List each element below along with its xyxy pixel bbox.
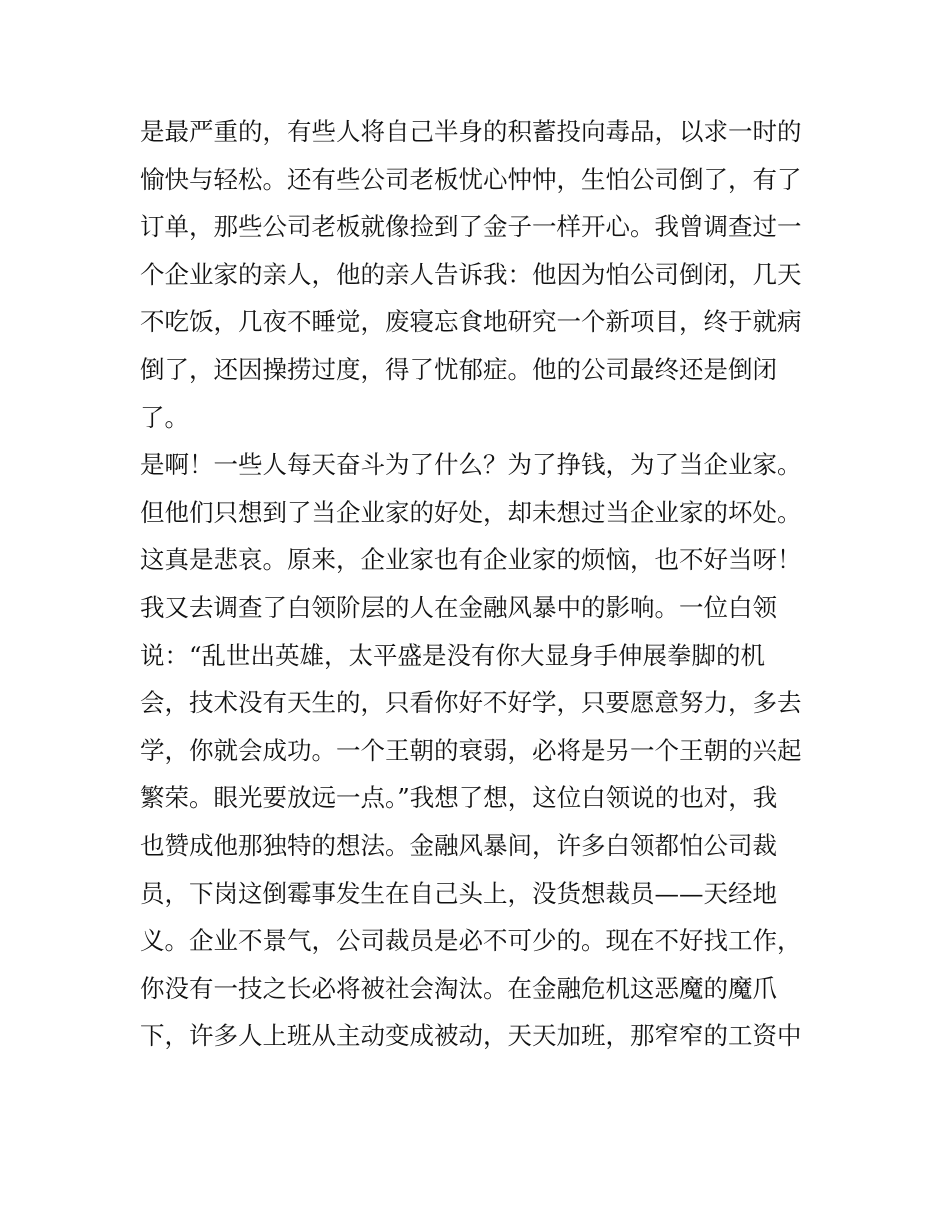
text-line: 个企业家的亲人，他的亲人告诉我：他因为怕公司倒闭，几天: [140, 259, 802, 289]
text-line: 这真是悲哀。原来，企业家也有企业家的烦恼，也不好当呀！: [140, 545, 802, 575]
body-text: [140, 108, 820, 1060]
text-line: 员，下岗这倒霉事发生在自己头上，没货想裁员——天经地: [140, 878, 777, 908]
text-line: 了。: [140, 402, 189, 432]
text-line: 会，技术没有天生的，只看你好不好学，只要愿意努力，多去: [140, 688, 802, 718]
text-line: 倒了，还因操捞过度，得了忧郁症。他的公司最终还是倒闭: [140, 354, 777, 384]
text-line: 说：“乱世出英雄，太平盛是没有你大显身手伸展拳脚的机: [140, 640, 766, 670]
text-line: 你没有一技之长必将被社会淘汰。在金融危机这恶魔的魔爪: [140, 973, 777, 1003]
text-line: 繁荣。眼光要放远一点。”我想了想，这位白领说的也对，我: [140, 783, 778, 813]
text-line: 愉快与轻松。还有些公司老板忧心忡忡，生怕公司倒了，有了: [140, 164, 802, 194]
text-line: 也赞成他那独特的想法。金融风暴间，许多白领都怕公司裁: [140, 830, 777, 860]
text-line: 我又去调查了白领阶层的人在金融风暴中的影响。一位白领: [140, 592, 777, 622]
text-line: 但他们只想到了当企业家的好处，却未想过当企业家的坏处。: [140, 497, 802, 527]
text-line: 学，你就会成功。一个王朝的衰弱，必将是另一个王朝的兴起: [140, 735, 802, 765]
text-line: 是最严重的，有些人将自己半身的积蓄投向毒品，以求一时的: [140, 117, 802, 146]
text-line: 是啊！一些人每天奋斗为了什么？为了挣钱，为了当企业家。: [140, 450, 802, 480]
text-line: 义。企业不景气，公司裁员是必不可少的。现在不好找工作，: [140, 926, 802, 956]
text-line: 不吃饭，几夜不睡觉，废寝忘食地研究一个新项目，终于就病: [140, 307, 802, 337]
text-line: 订单，那些公司老板就像捡到了金子一样开心。我曾调查过一: [140, 212, 802, 242]
text-line: 下，许多人上班从主动变成被动，天天加班，那窄窄的工资中: [140, 1021, 802, 1051]
